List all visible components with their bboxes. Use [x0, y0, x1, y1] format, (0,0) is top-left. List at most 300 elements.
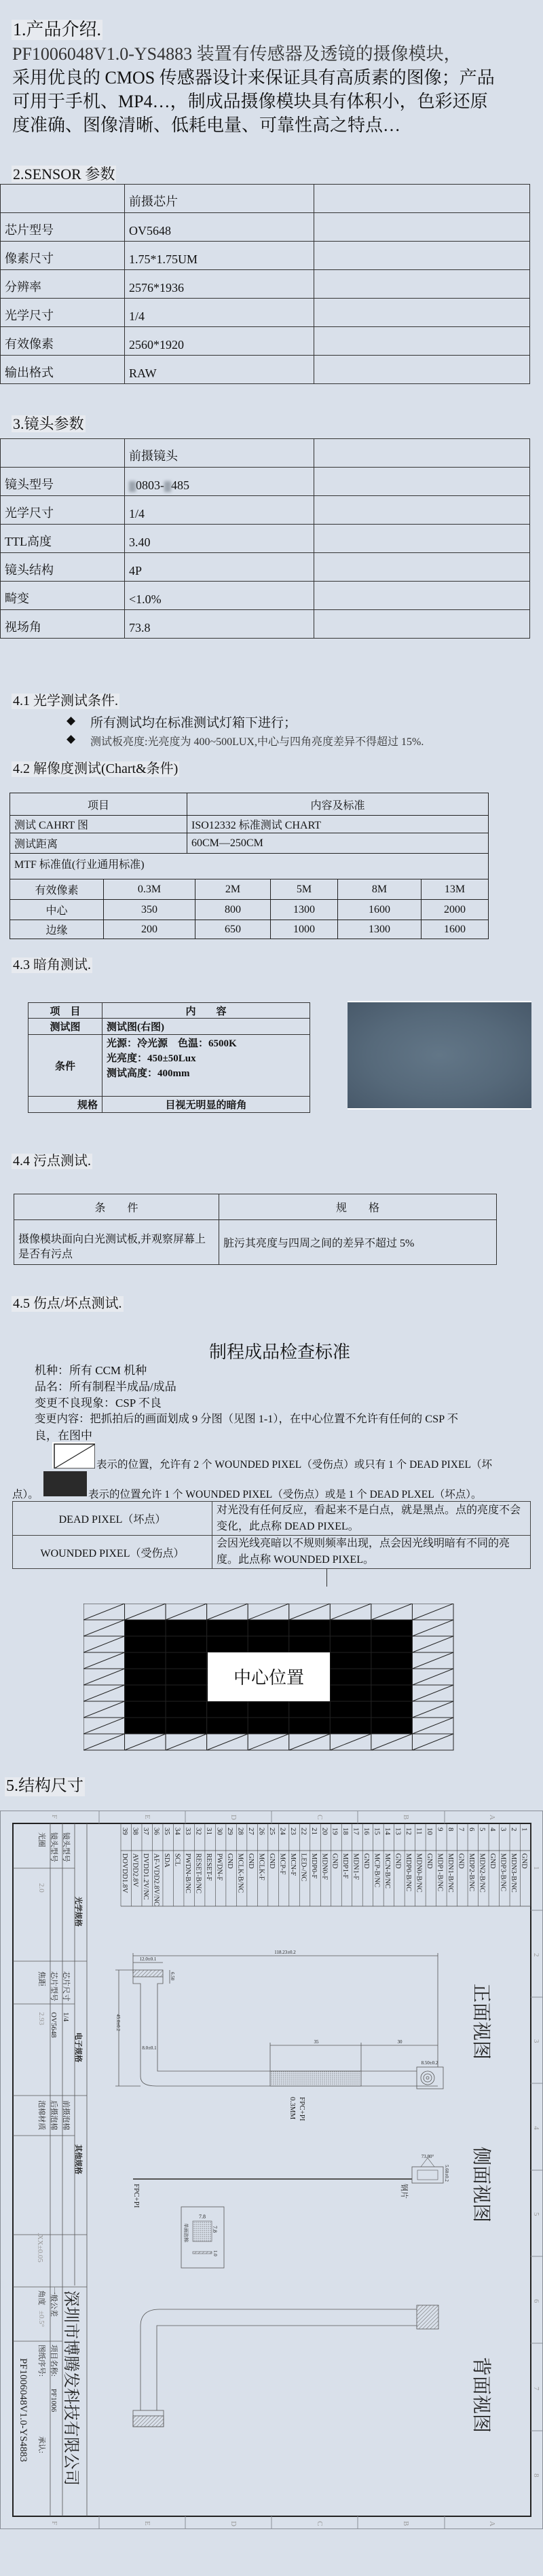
param-label: 视场角: [1, 610, 125, 639]
pin-name: MDN2-B/NC: [478, 1853, 486, 1893]
dark-cell: [207, 1701, 248, 1718]
pin-number: 39: [121, 1827, 129, 1835]
pin-name: MDN3-B/NC: [510, 1853, 518, 1893]
section-heading-intro: 1.产品介绍.: [13, 20, 102, 39]
item-label: 测试 CAHRT 图: [10, 816, 187, 833]
pin-number: 1: [520, 1827, 529, 1832]
mtf-value: 1600: [422, 920, 489, 939]
standard-line: 品名：所有制程半成品/成品: [35, 1380, 176, 1393]
pin-name: GND: [394, 1853, 402, 1869]
dark-cell: [289, 1620, 331, 1636]
param-label: 输出格式: [1, 356, 125, 384]
dark-cell-icon: [43, 1471, 87, 1496]
pin-number: 10: [426, 1827, 434, 1835]
dim-label: 35: [314, 2039, 319, 2045]
item-label: 规格: [29, 1097, 102, 1113]
dark-cell: [166, 1636, 207, 1652]
tb-section: 电子规格: [74, 2032, 82, 2062]
table-row: [29, 1035, 310, 1097]
pin-number: 31: [204, 1827, 213, 1835]
tb-value: 2.0: [37, 1883, 45, 1893]
dark-cell: [371, 1701, 413, 1718]
dark-cell: [289, 1701, 331, 1718]
pin-number: 3: [499, 1827, 508, 1832]
pin-name: MDN0-F: [320, 1853, 329, 1880]
dark-cell: [166, 1620, 207, 1636]
table-row: [14, 1194, 497, 1220]
dark-cell: [125, 1652, 166, 1669]
table-row: [1, 582, 530, 610]
table-row: [10, 900, 489, 920]
table-row: [1, 610, 530, 639]
column-header: 项目: [10, 793, 187, 816]
zone-letter: E: [143, 2521, 151, 2526]
standard-line: 变更不良现象：CSP 不良: [35, 1397, 162, 1409]
tb-label: 图纸序号:: [37, 2345, 45, 2377]
dark-cell: [330, 1718, 371, 1734]
dark-cell: [330, 1636, 371, 1652]
connector-line: [326, 1568, 327, 1587]
column-header: 0.3M: [104, 879, 195, 900]
zone-number: 6: [532, 2299, 540, 2303]
pin-number: 24: [278, 1827, 287, 1835]
bullet-text: 测试板亮度:光亮度为 400~500LUX,中心与四角亮度差异不得超过 15%.: [90, 736, 424, 748]
pin-name: GND: [520, 1853, 528, 1869]
zone-letter: B: [402, 2521, 410, 2526]
table-row: [10, 879, 489, 900]
column-header: 前摄镜头: [125, 439, 314, 468]
column-header: 内容及标准: [187, 793, 489, 816]
table-row: [1, 327, 530, 356]
center-zone-label: 中心位置: [233, 1668, 305, 1688]
mtf-info-table: [10, 793, 489, 879]
param-label: 分辨率: [1, 270, 125, 299]
definition-cell: 对光没有任何反应，看起来不是白点，就是黑点。点的亮度不会变化，此点称 DEAD PIXEL。: [212, 1502, 531, 1536]
pin-number: 6: [468, 1827, 476, 1832]
standard-line: 机种：所有 CCM 机种: [35, 1364, 147, 1377]
pin-name: MCP-B/NC: [373, 1853, 381, 1888]
hatched-cell-icon: [52, 1442, 95, 1469]
intro-line: 度准确、图像清晰、低耗电量、可靠性高之特点…: [12, 115, 401, 135]
pin-number: 33: [183, 1827, 192, 1835]
dark-cell: [371, 1652, 413, 1669]
pin-number: 11: [415, 1827, 424, 1835]
condition-line: 光亮度：450±50Lux: [107, 1053, 196, 1064]
pin-name: MCLK-F: [257, 1853, 265, 1880]
foam-label: 单面泡棉: [183, 2223, 189, 2242]
dark-cell: [125, 1685, 166, 1701]
param-label: TTL高度: [1, 525, 125, 553]
table-row: [1, 553, 530, 582]
pin-number: 14: [383, 1827, 392, 1835]
pin-number: 35: [162, 1827, 171, 1835]
dark-cell: [166, 1685, 207, 1701]
tb-value: ±0.5°: [37, 2311, 45, 2328]
table-row: [1, 185, 530, 213]
dark-cell: [371, 1669, 413, 1685]
drawing-number: PF1006048V1.0-YS4883: [18, 2358, 29, 2462]
tb-label: 承认:: [37, 2436, 45, 2454]
dim-label: 45.0±0.2: [115, 2014, 121, 2031]
table-row: [29, 1003, 310, 1019]
spec-cell: 脏污其亮度与四周之间的差异不超过 5%: [219, 1220, 497, 1265]
pin-name: MDP2-B/NC: [468, 1853, 476, 1892]
zone-number: 3: [532, 2039, 540, 2043]
pin-number: 17: [352, 1827, 360, 1835]
pin-name: MCP-F: [278, 1853, 286, 1875]
dark-cell: [371, 1685, 413, 1701]
zone-number: 4: [532, 2126, 540, 2130]
pin-number: 29: [225, 1827, 234, 1835]
param-value: 2576*1936: [125, 270, 314, 299]
pin-number: 16: [362, 1827, 371, 1835]
mtf-value: 800: [195, 900, 271, 920]
zone-letter: B: [402, 1815, 410, 1820]
pin-number: 20: [320, 1827, 329, 1835]
zone-number: 7: [532, 2387, 540, 2391]
pin-name: GND: [426, 1853, 434, 1869]
param-label: 畸变: [1, 582, 125, 610]
pin-number: 9: [436, 1827, 445, 1832]
dark-cell: [207, 1620, 248, 1636]
inspection-standard-title: 制程成品检查标准: [208, 1342, 350, 1362]
dim-label: 7.8: [199, 2214, 206, 2220]
inner-frame: [13, 1823, 531, 2516]
dark-rule-text: 表示的位置允许 1 个 WOUNDED PIXEL（受伤点）或是 1 个 DEAD PLXEL（坏点）。: [88, 1489, 482, 1500]
tb-label: 项目名称:: [50, 2345, 58, 2377]
tb-value: 1/4: [62, 2012, 70, 2022]
row-label: 边缘: [10, 920, 104, 939]
fpc-label: FPC+PI: [132, 2184, 141, 2208]
param-value: 73.8: [125, 610, 314, 639]
pin-name: SDA: [162, 1853, 170, 1868]
pin-number: 21: [310, 1827, 318, 1835]
zone-letter: E: [143, 1815, 151, 1819]
dark-cell: [248, 1718, 289, 1734]
pin-name: MDP1-B/NC: [436, 1853, 444, 1892]
condition-cell: 摄像模块面向白光测试板,并观察屏幕上是否有污点: [14, 1220, 219, 1265]
table-row: [1, 439, 530, 468]
dark-cell: [289, 1636, 331, 1652]
fpc-thickness-label: 0.3MM: [288, 2097, 297, 2120]
redacted-mark: [164, 481, 171, 492]
pin-number: 13: [394, 1827, 402, 1835]
dark-cell: [125, 1620, 166, 1636]
zone-letter: F: [50, 2521, 58, 2526]
pin-name: MCN-B/NC: [383, 1853, 392, 1889]
pin-number: 25: [267, 1827, 276, 1835]
dark-cell: [207, 1718, 248, 1734]
pin-name: MDN1-F: [352, 1853, 360, 1880]
section-heading-structure: 5.结构尺寸: [6, 1777, 83, 1795]
zone-letter: D: [229, 2521, 238, 2526]
pin-name: GND: [246, 1853, 255, 1869]
standard-line: 变更内容：把抓拍后的画面划成 9 分图（见图 1-1），在中心位置不允许有任何的 CSP 不: [35, 1412, 458, 1425]
param-label: 光学尺寸: [1, 299, 125, 327]
back-view-label: 背面视图: [470, 2357, 491, 2433]
column-header: 项 目: [29, 1003, 102, 1019]
tb-label: 镜头型号: [62, 1832, 70, 1862]
pin-name: GND: [489, 1853, 497, 1869]
pin-name: PWDN-F: [215, 1853, 223, 1881]
dark-cell: [248, 1620, 289, 1636]
param-value: RAW: [125, 356, 314, 384]
fpc-material-label: FPC+PI: [298, 2097, 306, 2121]
standard-line: 良，在图中: [35, 1429, 92, 1442]
pin-name: GND: [267, 1853, 276, 1869]
front-view-label: 正面视图: [470, 1984, 491, 2060]
pin-name: RESET-B/NC: [194, 1853, 202, 1894]
zone-number: 5: [532, 2212, 540, 2216]
dark-cell: [166, 1701, 207, 1718]
pin-number: 7: [457, 1827, 466, 1832]
param-label: 芯片型号: [1, 213, 125, 242]
param-value: 1/4: [125, 496, 314, 525]
pin-name: MCLK-B/NC: [236, 1853, 244, 1893]
pin-number: 8: [447, 1827, 455, 1832]
pin-number: 18: [341, 1827, 350, 1835]
param-label: 镜头型号: [1, 468, 125, 496]
table-row: [13, 1502, 531, 1536]
tb-label: 芯片尺寸: [62, 1971, 70, 2001]
pin-name: MDN0-B/NC: [415, 1853, 423, 1893]
dim-label: 8.0±0.1: [142, 2045, 157, 2051]
item-label: 测试距离: [10, 833, 187, 854]
column-header: 条 件: [14, 1194, 219, 1220]
pin-name: MDN1-B/NC: [447, 1853, 455, 1893]
param-label: 有效像素: [1, 327, 125, 356]
table-row: [1, 299, 530, 327]
pin-name: GND: [225, 1853, 233, 1869]
tb-value: .XX±0.05: [36, 2233, 44, 2262]
item-label: 条件: [29, 1035, 102, 1097]
param-label: 像素尺寸: [1, 242, 125, 270]
pin-name: RESET-F: [204, 1853, 212, 1881]
term-cell: WOUNDED PIXEL（受伤点）: [13, 1536, 212, 1569]
dark-cell: [166, 1718, 207, 1734]
pin-number: 34: [173, 1827, 182, 1835]
zone-letter: C: [316, 1815, 324, 1820]
dark-cell: [248, 1636, 289, 1652]
param-value: 1.75*1.75UM: [125, 242, 314, 270]
table-row: [29, 1019, 310, 1035]
lens-model-part: 0803-: [136, 478, 164, 492]
param-value: <1.0%: [125, 582, 314, 610]
lens-table: [0, 438, 530, 639]
tb-label: 芯片型号: [50, 1971, 58, 2001]
intro-line: 采用优良的 CMOS 传感器设计来保证具有高质素的图像；产品: [12, 68, 495, 88]
table-row: [1, 242, 530, 270]
pin-number: 4: [489, 1827, 498, 1832]
dark-cell: [125, 1701, 166, 1718]
front-view-drawing: [115, 1953, 443, 2089]
column-header: 5M: [271, 879, 338, 900]
zone-number: 2: [532, 1953, 540, 1957]
item-value: 目视无明显的暗角: [102, 1097, 310, 1113]
term-cell: DEAD PIXEL（坏点）: [13, 1502, 212, 1536]
pixel-definition-table: [12, 1501, 531, 1569]
diamond-bullet-icon: ◆: [67, 714, 76, 727]
table-row: [10, 833, 489, 854]
item-value: ISO12332 标准测试 CHART: [187, 816, 489, 833]
column-header: 内 容: [102, 1003, 310, 1019]
zone-letter: C: [316, 2521, 324, 2526]
column-header: 规 格: [219, 1194, 497, 1220]
column-header: 有效像素: [10, 879, 104, 900]
pin-name: MDP0-F: [310, 1853, 318, 1879]
dark-cell: [330, 1620, 371, 1636]
mtf-value: 1300: [271, 900, 338, 920]
section-heading-pixel: 4.5 伤点/坏点测试.: [13, 1296, 122, 1311]
dark-cell: [166, 1669, 207, 1685]
dark-cell: [330, 1652, 371, 1669]
tb-section: 光学规格: [74, 1897, 82, 1927]
section-heading-dirt: 4.4 污点测试.: [13, 1154, 91, 1169]
back-view-drawing: [133, 2305, 438, 2427]
pin-number: 2: [510, 1827, 519, 1832]
column-header: 13M: [422, 879, 489, 900]
section-heading-lens: 3.镜头参数: [13, 415, 84, 432]
side-view-label: 侧面视图: [470, 2146, 491, 2223]
pin-name: MDP1-F: [341, 1853, 350, 1879]
intro-line: PF1006048V1.0-YS4883 装置有传感器及透镜的摄像模块，: [12, 44, 462, 64]
table-row: [14, 1220, 497, 1265]
section-heading-sensor: 2.SENSOR 参数: [13, 166, 115, 183]
vignette-test-image: [348, 1001, 531, 1110]
pin-name: GND: [457, 1853, 465, 1869]
dark-cell: [371, 1636, 413, 1652]
dark-rule-prefix: 点）。: [12, 1489, 39, 1500]
zone-letter: D: [229, 1815, 238, 1820]
dark-cell: [289, 1718, 331, 1734]
dim-label: 7.8: [212, 2226, 218, 2233]
pin-name: DOVDD1.8V: [121, 1853, 128, 1893]
tb-label: 镜头型号: [50, 1832, 58, 1862]
side-view-drawing: [133, 2158, 443, 2268]
pin-number: 23: [288, 1827, 297, 1835]
table-row: [1, 356, 530, 384]
pin-number: 12: [405, 1827, 413, 1835]
mtf-value: 1000: [271, 920, 338, 939]
pin-name: AVDD2.8V: [131, 1853, 139, 1887]
table-row: [13, 1536, 531, 1569]
sensor-table: [0, 184, 530, 384]
tb-label: 光圈: [37, 1832, 45, 1847]
pin-number: 36: [152, 1827, 161, 1835]
company-name: 深圳市博腾发科技有限公司: [62, 2290, 79, 2486]
zone-letter: F: [50, 1815, 58, 1819]
dark-cell: [330, 1701, 371, 1718]
mtf-value: 2000: [422, 900, 489, 920]
mtf-label: MTF 标准值(行业通用标准): [10, 854, 489, 879]
pin-number: 28: [236, 1827, 245, 1835]
item-value: 测试图(右图): [102, 1019, 310, 1035]
steel-label: 钢片: [400, 2184, 408, 2199]
dark-cell: [166, 1652, 207, 1669]
pin-name: MDP3-B/NC: [499, 1853, 507, 1892]
param-label: 光学尺寸: [1, 496, 125, 525]
table-row: [1, 468, 530, 496]
tb-label: 焦距: [37, 1971, 45, 1986]
pin-number: 32: [194, 1827, 203, 1835]
param-value: 2560*1920: [125, 327, 314, 356]
tb-value: PF1006: [50, 2389, 58, 2412]
vignette-table: [28, 1002, 310, 1113]
param-value: 1/4: [125, 299, 314, 327]
dark-cell: [248, 1701, 289, 1718]
dim-label: 1.0: [212, 2250, 218, 2256]
dark-cell: [371, 1718, 413, 1734]
dim-label: 5.60±0.2: [444, 2165, 449, 2182]
table-row: [10, 920, 489, 939]
pin-number: 5: [478, 1827, 487, 1832]
conditions-cell: [102, 1035, 310, 1097]
tb-label: 泡棉材质: [37, 2100, 45, 2130]
param-value: OV5648: [125, 213, 314, 242]
mtf-value: 350: [104, 900, 195, 920]
mtf-value: 1600: [338, 900, 422, 920]
tb-label: 一般公差: [50, 2287, 58, 2317]
section-heading-optical: 4.1 光学测试条件.: [13, 694, 118, 708]
dim-label: 118.23±0.2: [274, 1950, 296, 1955]
param-value: 3.40: [125, 525, 314, 553]
dark-cell: [125, 1669, 166, 1685]
redacted-mark: [129, 481, 136, 492]
column-header: 前摄芯片: [125, 185, 314, 213]
dim-label: 8.50±0.2: [421, 2060, 438, 2066]
tb-value: 2.93: [37, 2012, 45, 2026]
pin-name: GND: [362, 1853, 371, 1869]
dirt-table: [14, 1194, 497, 1265]
section-heading-mtf: 4.2 解像度测试(Chart&条件): [13, 761, 179, 776]
mtf-value: 200: [104, 920, 195, 939]
tb-label: 角度: [37, 2290, 45, 2305]
definition-cell: 会因光线亮暗以不规则频率出现，点会因光线明暗有不同的亮度。此点称 WOUNDED PIXEL。: [212, 1536, 531, 1569]
table-row: [10, 793, 489, 816]
condition-line: 光源：冷光源 色温：6500K: [107, 1038, 237, 1049]
pin-number: 38: [131, 1827, 140, 1835]
pin-number: 30: [215, 1827, 224, 1835]
pin-number: 27: [246, 1827, 255, 1835]
condition-line: 测试高度：400mm: [107, 1068, 190, 1079]
param-value: 4P: [125, 553, 314, 582]
pin-number: 26: [257, 1827, 266, 1835]
structure-drawing: [0, 1811, 543, 2530]
pin-number: 22: [299, 1827, 308, 1835]
table-row: [1, 496, 530, 525]
table-row: [29, 1097, 310, 1113]
table-row: [10, 816, 489, 833]
nine-zone-grid-diagram: [83, 1604, 454, 1751]
column-header: 8M: [338, 879, 422, 900]
pin-number: 19: [331, 1827, 339, 1835]
zone-number: 8: [532, 2474, 540, 2478]
pin-name: MDP0-B/NC: [405, 1853, 413, 1892]
tb-value: OV5648: [50, 2012, 58, 2038]
hatched-rule-text: 表示的位置，允许有 2 个 WOUNDED PIXEL（受伤点）或只有 1 个 DEAD PIXEL（坏: [96, 1459, 492, 1471]
pin-name: PWDN-B/NC: [183, 1853, 191, 1893]
dark-cell: [330, 1669, 371, 1685]
column-header: 2M: [195, 879, 271, 900]
dark-cell: [125, 1636, 166, 1652]
pin-name: DVDD1.2V/NC: [141, 1853, 149, 1900]
tb-label: 后摄泡棉: [50, 2100, 58, 2130]
bullet-text: 所有测试均在标准测试灯箱下进行；: [90, 716, 297, 730]
dim-label: 73.80°: [421, 2154, 434, 2159]
row-label: 中心: [10, 900, 104, 920]
pin-number: 37: [141, 1827, 150, 1835]
dark-cell: [330, 1685, 371, 1701]
